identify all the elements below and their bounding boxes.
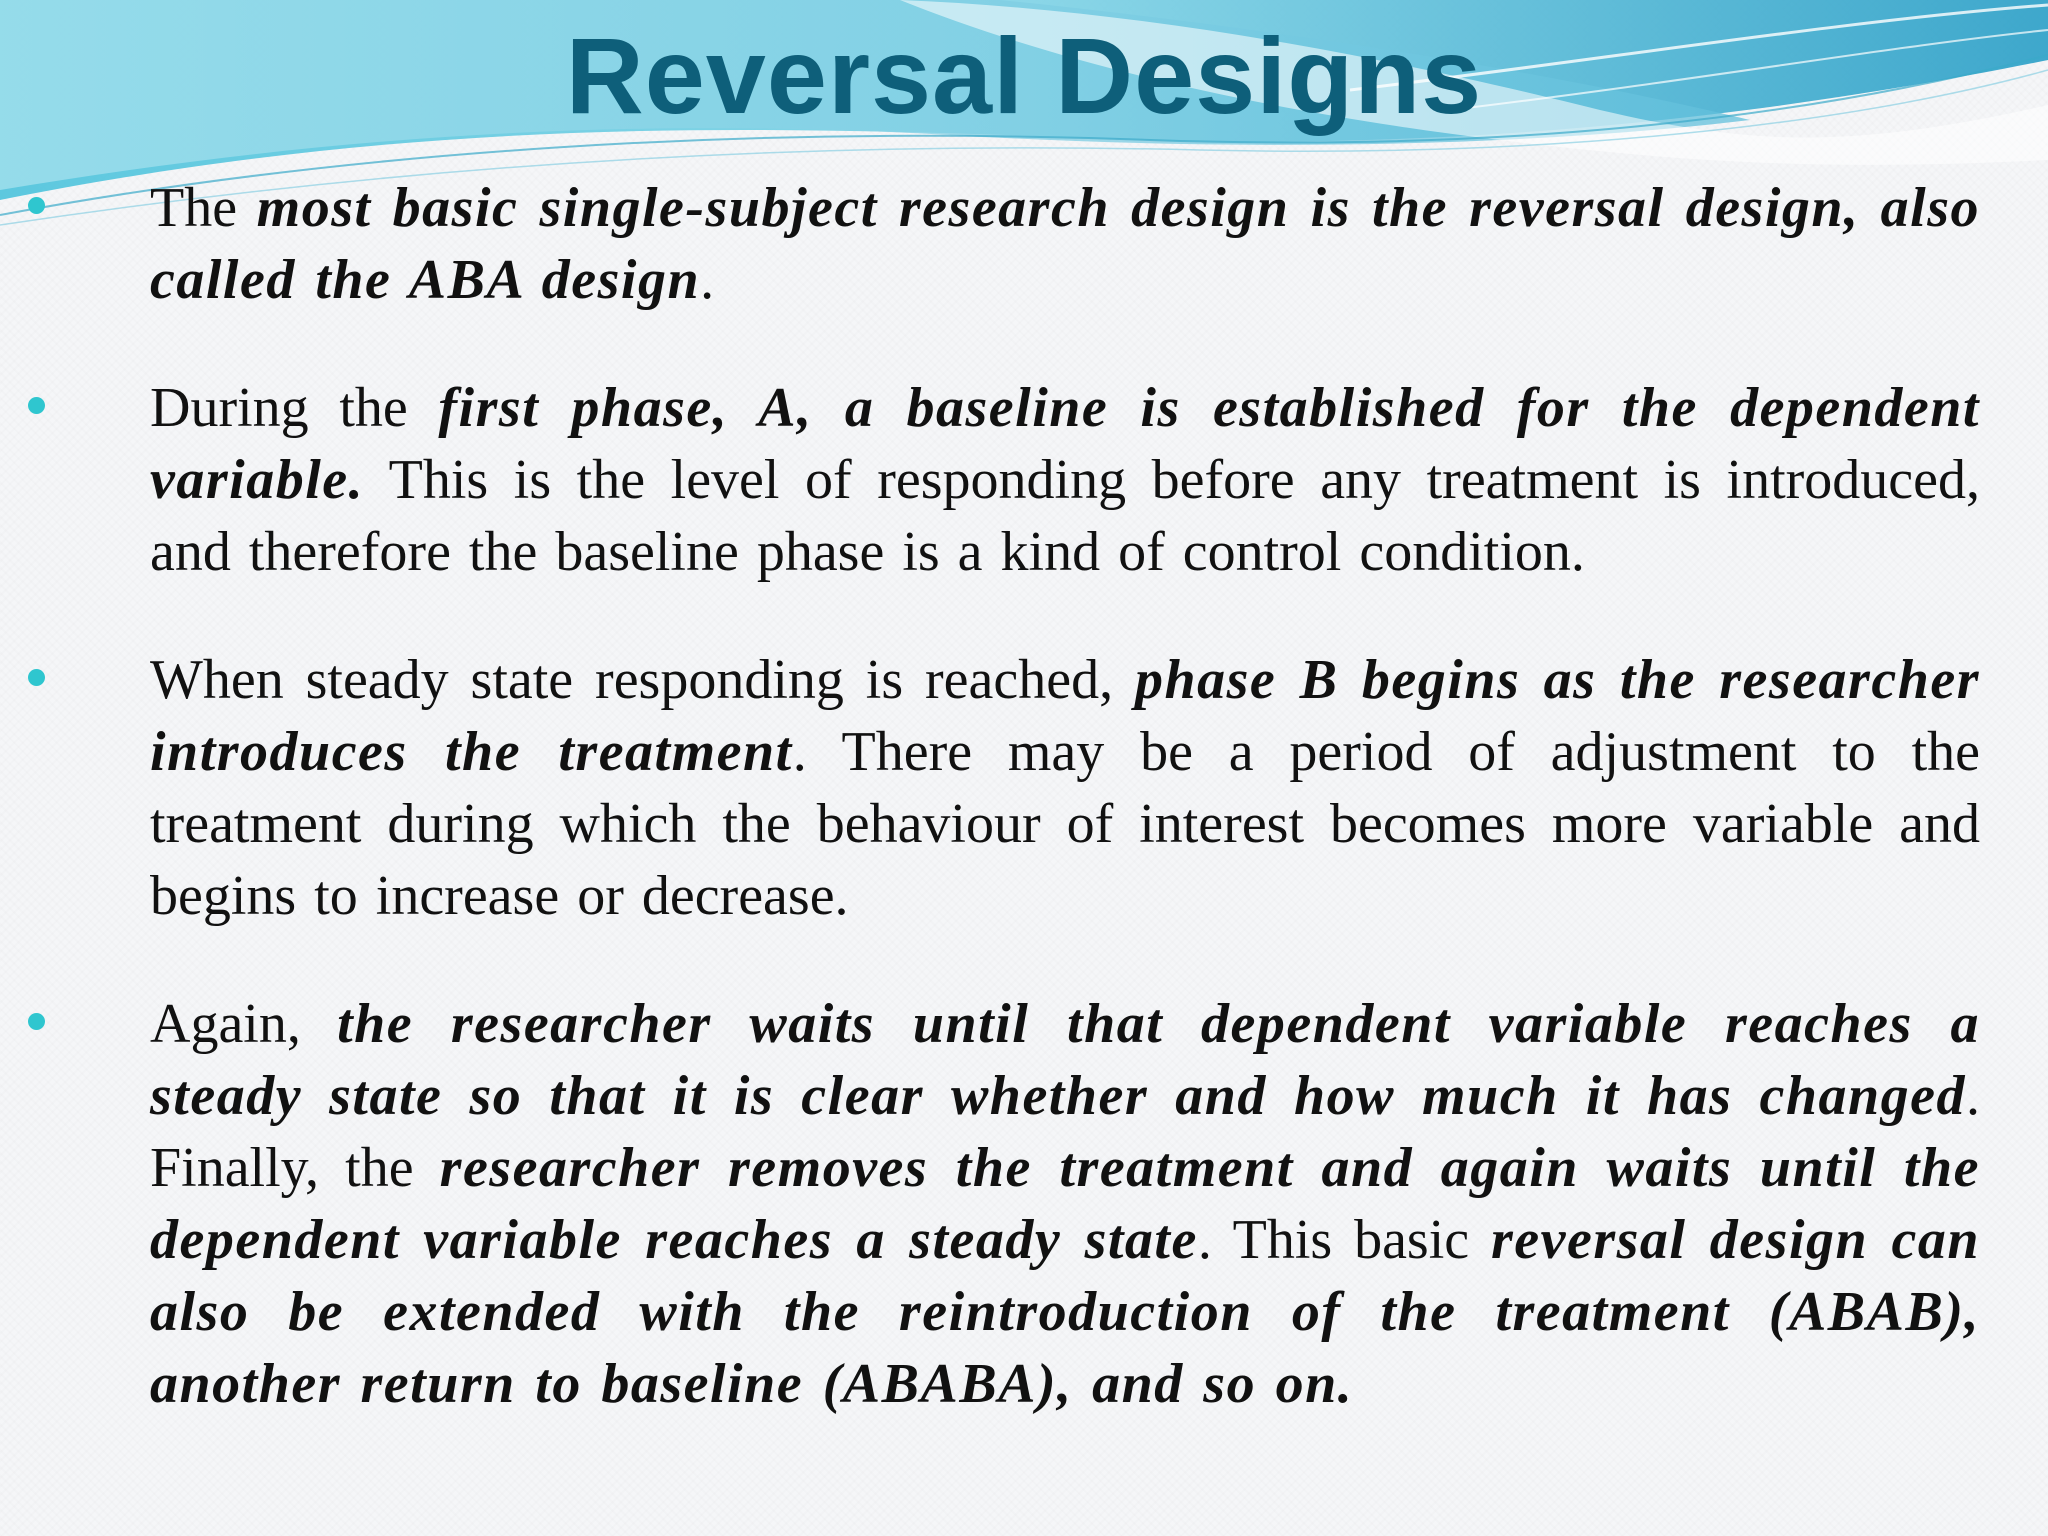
text-segment: When steady state responding is reached, bbox=[150, 649, 1135, 711]
emphasized-text: first phase, A, a baseline is established for the dependent variable. bbox=[150, 377, 1980, 511]
text-segment: . Finally, the bbox=[150, 1065, 1980, 1199]
bullet-dot-icon bbox=[28, 397, 45, 414]
emphasized-text: reversal design can also be extended with the reintroduction of the treatment (ABAB), another return to baseline (ABABA), and so on. bbox=[150, 1209, 1980, 1415]
text-segment: During the bbox=[150, 377, 439, 439]
bullet-dot-icon bbox=[28, 197, 45, 214]
bullet-text bbox=[150, 172, 1980, 316]
emphasized-text: most basic single-subject research design is the reversal design, also called the ABA design bbox=[150, 177, 1980, 311]
text-segment: This is the level of responding before any treatment is introduced, and therefore the baseline phase is a kind of control condition. bbox=[150, 449, 1980, 583]
text-segment: The bbox=[150, 177, 257, 239]
bullet-item bbox=[0, 988, 2048, 1420]
bullet-text bbox=[150, 644, 1980, 932]
bullet-text bbox=[150, 372, 1980, 588]
text-segment: . bbox=[700, 249, 715, 311]
slide-title: Reversal Designs bbox=[565, 15, 1483, 136]
bullet-dot-icon bbox=[28, 1013, 45, 1030]
text-segment: Again, bbox=[150, 993, 338, 1055]
bullet-item bbox=[0, 172, 2048, 316]
bullet-text bbox=[150, 988, 1980, 1420]
text-segment: . There may be a period of adjustment to the treatment during which the behaviour of interest becomes more variable and begins to increase or decrease. bbox=[150, 721, 1980, 927]
bullet-dot-icon bbox=[28, 669, 45, 686]
emphasized-text: phase B begins as the researcher introduces the treatment bbox=[150, 649, 1980, 783]
bullet-list bbox=[0, 172, 2048, 1476]
text-segment: . This basic bbox=[1197, 1209, 1491, 1271]
emphasized-text: the researcher waits until that dependent variable reaches a steady state so that it is clear whether and how much it has changed bbox=[150, 993, 1981, 1127]
emphasized-text: researcher removes the treatment and again waits until the dependent variable reaches a steady state bbox=[150, 1137, 1980, 1271]
bullet-item bbox=[0, 372, 2048, 588]
bullet-item bbox=[0, 644, 2048, 932]
